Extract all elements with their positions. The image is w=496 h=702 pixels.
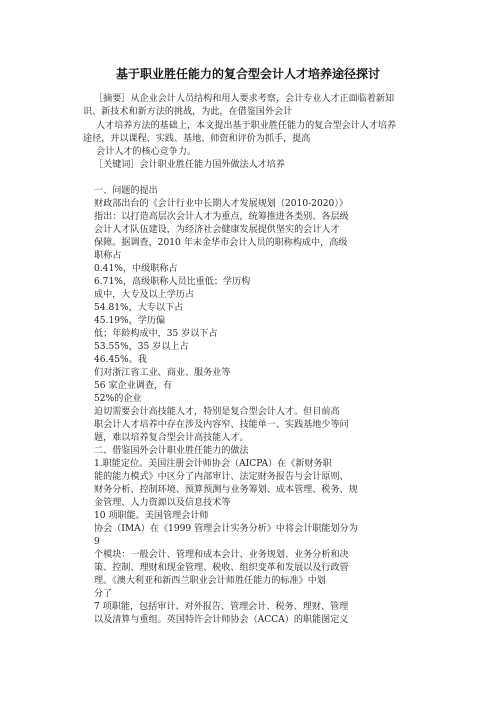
text-line: 金管理、人力资源以及信息技术等 <box>94 498 231 508</box>
text-line: 协会（IMA）在《1999 管理会计实务分析》中将会计职能划分为 <box>94 524 358 534</box>
text-line: 人才培养方法的基础上，本文提出基于职业胜任能力的复合型会计人才培养 <box>96 121 397 131</box>
text-line: 题，难以培养复合型会计高技能人才。 <box>94 433 249 443</box>
text-line: 途径，并以课程、实践、基地、师资和评价为抓手，提高 <box>83 134 311 144</box>
text-line: 保障。据调查，2010 年末金华市会计人员的职称构成中，高级 <box>94 238 348 248</box>
text-line: 9 <box>94 537 100 547</box>
text-line: 迫切需要会计高技能人才，特别是复合型会计人才。但目前高 <box>94 407 340 417</box>
text-line: 以及清算与重组。英国特许会计师协会（ACCA）的职能图定义 <box>94 615 349 625</box>
text-line: 能的能力模式》中区分了内部审计、法定财务报告与会计原则、 <box>94 472 349 482</box>
text-line: ［关键词］会计职业胜任能力国外做法人才培养 <box>94 160 285 170</box>
text-line: 54.81%，大专以下占 <box>94 303 184 313</box>
text-line: 个模块：一般会计、管理和成本会计、业务规划、业务分析和决 <box>94 550 349 560</box>
text-line: 职称占 <box>94 251 122 261</box>
text-line: 1.职能定位。美国注册会计师协会（AICPA）在《新财务职 <box>94 459 332 469</box>
text-line: 52%的企业 <box>94 394 142 404</box>
text-line: 会计人才队伍建设，为经济社会健康发展提供坚实的会计人才 <box>94 225 340 235</box>
text-line: ［摘要］从企业会计人员结构和用人要求考察，会计专业人才正面临着新知 <box>94 94 395 104</box>
text-line: 们对浙江省工业、商业、服务业等 <box>94 368 231 378</box>
text-line: 56 家企业调查，有 <box>94 381 173 391</box>
text-line: 53.55%，35 岁以上占 <box>94 342 189 352</box>
text-line: 低；年龄构成中，35 岁以下占 <box>94 329 218 339</box>
text-line: 理。《澳大利亚和新西兰职业会计师胜任能力的标准》中划 <box>94 576 326 586</box>
text-line: 二、借鉴国外会计职业胜任能力的做法 <box>94 446 249 456</box>
text-line: 10 项职能。美国管理会计师 <box>94 511 209 521</box>
document-title: 基于职业胜任能力的复合型会计人才培养途径探讨 <box>115 67 380 81</box>
text-line: 识、新技术和新方法的挑战，为此，在借鉴国外会计 <box>83 107 293 117</box>
text-line: 6.71%，高级职称人员比重低；学历构 <box>94 277 251 287</box>
text-line: 45.19%，学历偏 <box>94 316 166 326</box>
text-line: 会计人才的核心竞争力。 <box>96 147 197 157</box>
text-line: 46.45%。我 <box>94 355 147 365</box>
text-line: 0.41%，中级职称占 <box>94 264 178 274</box>
text-line: 财务分析、控制环境、预算预测与业务筹划、成本管理、税务、规 <box>94 485 358 495</box>
text-line: 7 项职能，包括审计、对外报告、管理会计、税务、理财、管理 <box>94 602 349 612</box>
text-line: 指出：以打造高层次会计人才为重点，统筹推进各类别、各层级 <box>94 212 349 222</box>
text-line: 财政部出台的《会计行业中长期人才发展规划（2010-2020）》 <box>94 199 348 209</box>
text-line: 成中，大专及以上学历占 <box>94 290 195 300</box>
text-line: 职会计人才培养中存在涉及内容窄、技能单一、实践基地少等问 <box>94 420 349 430</box>
text-line: 策、控制、理财和现金管理、税收、组织变革和发展以及行政管 <box>94 563 349 573</box>
text-line: 分了 <box>94 589 113 599</box>
text-line: 一、问题的提出 <box>94 186 158 196</box>
